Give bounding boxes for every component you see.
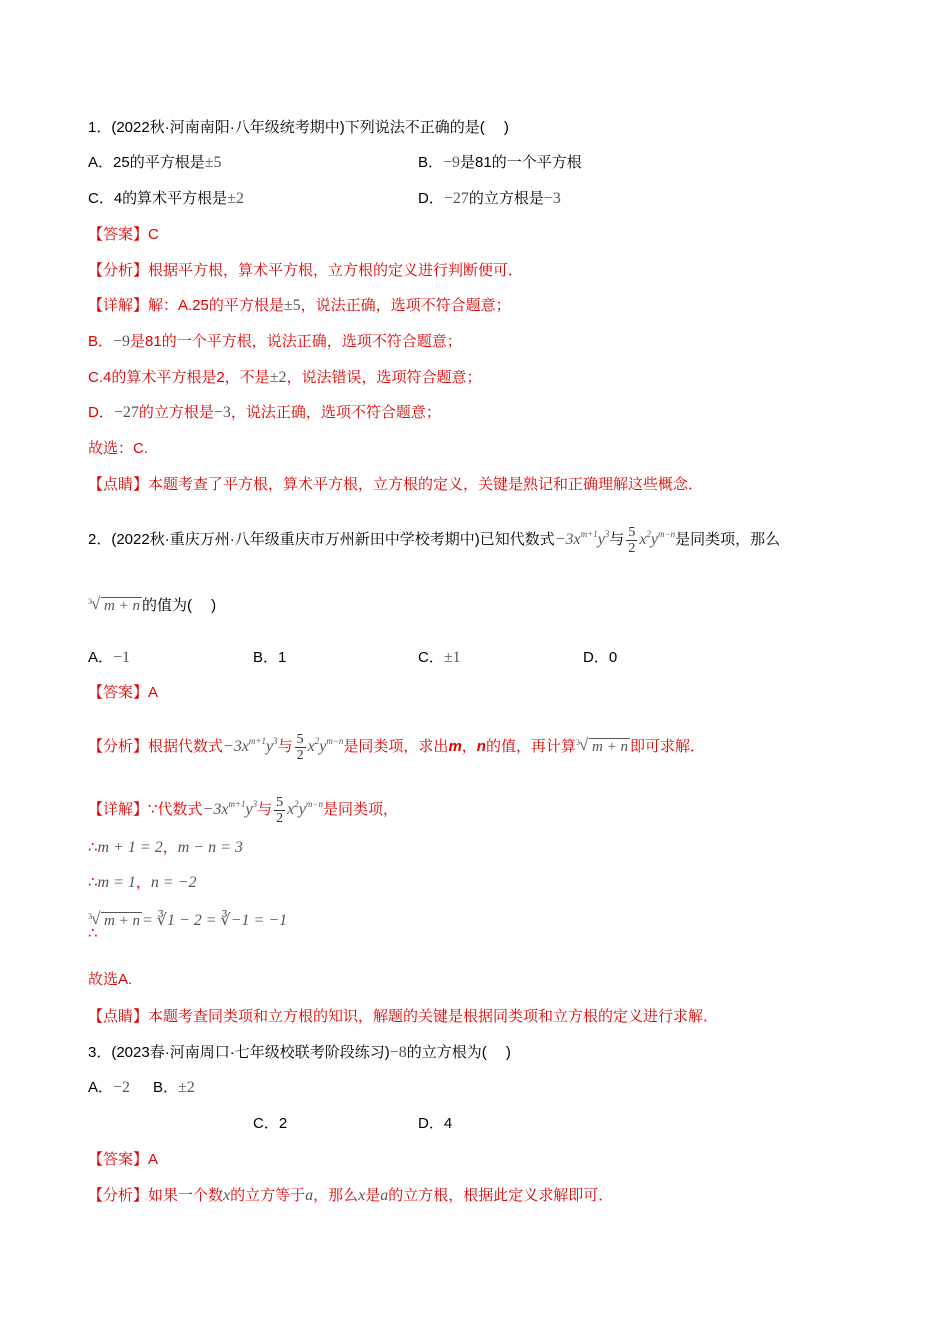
q2-step1 — [88, 838, 243, 858]
q3-answer: 【答案】A — [88, 1151, 159, 1168]
q2-analysis-frac — [295, 732, 306, 763]
radical-icon: √ — [91, 909, 101, 929]
q1-option-d-math2: −3 — [543, 190, 561, 207]
q1-detail-2b: 是81的一个平方根，说法正确，选项不符合题意； — [130, 333, 462, 350]
var-n: n — [476, 738, 486, 755]
x: x — [307, 738, 315, 755]
q2-detail-b: 与 — [257, 801, 273, 818]
q2-analysis-d: 的值，再计算 — [485, 738, 576, 755]
q3-stem-text: (2023春·河南周口·七年级校联考阶段练习) — [111, 1044, 390, 1061]
q2-step1b: m − n = 3 — [177, 839, 243, 856]
exp1: 2 — [314, 736, 320, 746]
q1-option-d-text: 的立方根是 — [468, 190, 544, 207]
q2-option-c-label: C． — [418, 649, 444, 666]
q3-option-b-label: B． — [153, 1079, 179, 1096]
q2-detail — [88, 792, 398, 826]
q2-cube-root — [88, 596, 142, 616]
q1-comment: 【点睛】本题考查了平方根，算术平方根，立方根的定义，关键是熟记和正确理解这些概念． — [88, 476, 704, 493]
y: y — [319, 738, 327, 755]
q1-analysis: 【分析】根据平方根，算术平方根，立方根的定义进行判断便可． — [88, 262, 524, 279]
x: x — [287, 801, 295, 818]
q1-detail-4m1: −27 — [113, 404, 139, 421]
q2-analysis-a: 【分析】根据代数式 — [88, 738, 224, 755]
q2-answer: 【答案】A — [88, 684, 159, 701]
q2-step2a: m = 1 — [97, 874, 136, 891]
q2-number: 2． — [88, 531, 112, 548]
q1-option-c — [88, 189, 244, 209]
q1-detail-3m: ±2 — [269, 369, 287, 386]
q1-detail-1m: ±5 — [283, 297, 301, 314]
y: y — [245, 801, 253, 818]
q1-option-c-math: ±2 — [227, 190, 244, 207]
q2-detail-c: 是同类项， — [322, 801, 398, 818]
q1-option-d-label: D． — [418, 190, 444, 207]
q2-expr1 — [555, 531, 610, 548]
root-index: 3 — [88, 912, 92, 922]
q2-expr1-exp1: m+1 — [580, 529, 598, 539]
q1-option-a-math: ±5 — [204, 154, 222, 171]
comma: ， — [162, 839, 178, 856]
q3-number: 3． — [88, 1044, 112, 1061]
q2-option-a-label: A． — [88, 649, 114, 666]
q2-detail-expr2 — [287, 801, 323, 818]
q2-analysis-root — [576, 735, 630, 759]
q2-expr1-coef: −3x — [554, 531, 581, 548]
var-x2: x — [358, 1187, 366, 1204]
q1-detail-3b: ，说法错误，选项符合题意； — [286, 369, 482, 386]
q2-analysis-e: 即可求解． — [629, 738, 705, 755]
num: 5 — [296, 731, 304, 747]
q1-detail-2a: B． — [88, 333, 114, 350]
q1-detail-4a: D． — [88, 404, 114, 421]
exp1: m+1 — [248, 736, 266, 746]
sep: ， — [461, 738, 477, 755]
q3-option-a — [88, 1078, 130, 1098]
q2-stem-end: 是同类项，那么 — [675, 531, 781, 548]
radical-icon: √ — [578, 735, 589, 755]
q1-option-a — [88, 153, 221, 173]
q1-option-c-text: 4的算术平方根是 — [113, 190, 228, 207]
q3-analysis-b: 的立方等于 — [230, 1187, 306, 1204]
coef: −3x — [223, 738, 249, 755]
q2-analysis — [88, 729, 705, 763]
q2-frac-den: 2 — [628, 540, 636, 556]
q3-analysis-c: ，那么 — [313, 1187, 359, 1204]
q2-stem-mid: 与 — [609, 531, 625, 548]
q2-option-c-math: ±1 — [443, 649, 461, 666]
q1-answer: 【答案】C — [88, 226, 159, 243]
q3-stem — [88, 1043, 511, 1063]
q1-option-b-math: −9 — [443, 154, 461, 171]
q1-number: 1． — [88, 119, 112, 136]
q2-analysis-expr1 — [223, 738, 278, 755]
q2-frac — [626, 525, 637, 556]
den: 2 — [296, 747, 304, 763]
q2-expr2-exp1: 2 — [646, 529, 651, 539]
q1-detail-1a: 【详解】解：A.25的平方根是 — [88, 297, 284, 314]
exp1: 2 — [294, 799, 299, 809]
q2-step3-therefore: ∴ — [88, 925, 98, 942]
q2-stem-line2 — [88, 596, 216, 616]
q1-detail-line1 — [88, 296, 511, 316]
q2-expr2-x: x — [639, 531, 647, 548]
q3-analysis — [88, 1186, 613, 1206]
q1-stem — [88, 118, 509, 138]
comma: ， — [135, 874, 151, 891]
q1-conclusion: 故选：C. — [88, 440, 149, 457]
var-m: m — [448, 738, 462, 755]
q1-option-d — [418, 189, 561, 209]
q3-option-d: D．4 — [418, 1115, 453, 1132]
q3-option-b-math: ±2 — [178, 1079, 195, 1096]
q2-option-a — [88, 648, 130, 668]
radicand: m + n — [589, 738, 630, 755]
q2-step2 — [88, 873, 197, 893]
root-index: 3 — [88, 597, 92, 607]
q1-detail-line2 — [88, 332, 462, 352]
q2-expr2 — [639, 531, 675, 548]
exp2: 3 — [252, 799, 258, 809]
q1-option-a-label: A． — [88, 154, 114, 171]
num: 5 — [276, 794, 284, 810]
var-x: x — [223, 1187, 231, 1204]
therefore-icon: ∴ — [88, 874, 98, 891]
var-a2: a — [380, 1187, 389, 1204]
therefore-icon: ∴ — [88, 839, 98, 856]
q1-option-b-text: 是81的一个平方根 — [460, 154, 582, 171]
q1-detail-4c: ，说法正确，选项不符合题意； — [230, 404, 441, 421]
q3-analysis-a: 【分析】如果一个数 — [88, 1187, 224, 1204]
q3-analysis-d: 是 — [365, 1187, 381, 1204]
q2-stem-line2-text: 的值为( ) — [141, 597, 217, 614]
q1-option-d-math1: −27 — [443, 190, 469, 207]
q2-step3-text: = ∛1 − 2 = ∛−1 = −1 — [141, 912, 288, 929]
radicand: m + n — [101, 912, 142, 929]
q1-detail-line4 — [88, 403, 441, 423]
exp2: m−n — [326, 736, 344, 746]
q2-frac-num: 5 — [628, 524, 636, 540]
q1-option-b-label: B． — [418, 154, 444, 171]
q2-expr1-exp2: 3 — [604, 529, 610, 539]
q2-option-a-math: −1 — [113, 649, 131, 666]
q2-stem-text: (2022秋·重庆万州·八年级重庆市万州新田中学校考期中)已知代数式 — [111, 531, 555, 548]
den: 2 — [276, 810, 284, 826]
root-index: 3 — [575, 738, 580, 748]
q2-detail-frac — [274, 795, 285, 826]
exp2: 3 — [273, 736, 278, 746]
radicand: m + n — [101, 597, 142, 614]
q2-option-d: D．0 — [583, 649, 618, 666]
q1-detail-line3 — [88, 368, 481, 388]
q2-option-b: B．1 — [253, 649, 287, 666]
q3-option-b — [153, 1078, 195, 1098]
q1-stem-text: (2022秋·河南南阳·八年级统考期中)下列说法不正确的是( ) — [111, 119, 509, 136]
q2-expr2-y: y — [650, 531, 659, 548]
exp1: m+1 — [228, 799, 246, 809]
q1-detail-2m: −9 — [113, 333, 131, 350]
q3-option-a-math: −2 — [113, 1079, 131, 1096]
q2-step2b: n = −2 — [150, 874, 197, 891]
q1-option-a-text: 25的平方根是 — [113, 154, 205, 171]
q2-conclusion: 故选A. — [88, 971, 133, 988]
q1-option-b — [418, 153, 582, 173]
q2-detail-a: 【详解】∵代数式 — [88, 801, 203, 818]
q3-stem-math: −8 — [389, 1044, 407, 1061]
q3-analysis-e: 的立方根，根据此定义求解即可． — [388, 1187, 614, 1204]
q1-detail-4b: 的立方根是 — [138, 404, 214, 421]
q3-stem-end: 的立方根为( ) — [406, 1044, 511, 1061]
radical-icon: √ — [91, 594, 101, 614]
q2-step3 — [88, 911, 287, 931]
q2-comment: 【点睛】本题考查同类项和立方根的知识，解题的关键是根据同类项和立方根的定义进行求解． — [88, 1008, 719, 1025]
q2-step1a: m + 1 = 2 — [97, 839, 163, 856]
q2-stem — [88, 522, 780, 556]
q2-analysis-c: 是同类项，求出 — [343, 738, 449, 755]
var-a: a — [305, 1187, 314, 1204]
q1-detail-4m2: −3 — [213, 404, 231, 421]
q1-detail-1b: ，说法正确，选项不符合题意； — [300, 297, 511, 314]
y: y — [266, 738, 274, 755]
q2-detail-expr1 — [203, 801, 258, 818]
q2-expr1-y: y — [597, 531, 605, 548]
q2-expr2-exp2: m−n — [658, 529, 676, 539]
q2-analysis-b: 与 — [277, 738, 293, 755]
q2-option-c — [418, 648, 461, 668]
q2-analysis-expr2 — [308, 738, 344, 755]
q1-option-c-label: C． — [88, 190, 114, 207]
q3-option-c: C．2 — [253, 1115, 288, 1132]
q3-option-a-label: A． — [88, 1079, 114, 1096]
q1-detail-3a: C.4的算术平方根是2，不是 — [88, 369, 270, 386]
y: y — [298, 801, 306, 818]
exp2: m−n — [305, 799, 323, 809]
coef: −3x — [202, 801, 229, 818]
